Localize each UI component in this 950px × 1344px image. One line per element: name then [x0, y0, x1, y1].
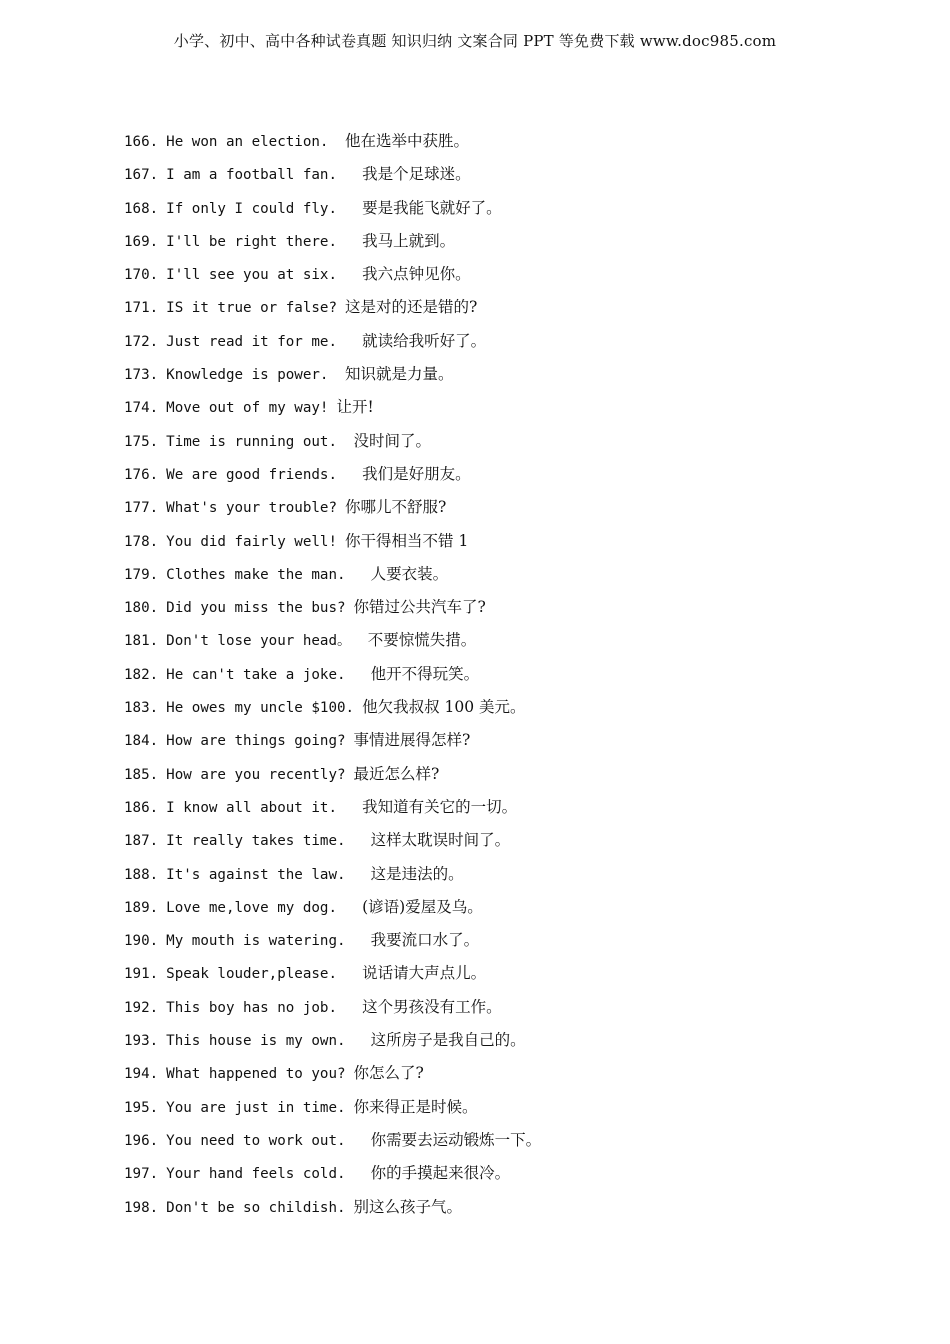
english-sentence: What's your trouble?: [166, 500, 338, 517]
sentence-row: [124, 530, 541, 563]
sentence-number: 195.: [124, 1099, 159, 1116]
english-sentence: It really takes time.: [166, 833, 363, 850]
sentence-row: [124, 962, 541, 995]
sentence-number: 198.: [124, 1199, 159, 1216]
english-sentence: We are good friends.: [166, 466, 355, 483]
sentence-row: [124, 629, 541, 662]
chinese-translation: 事情进展得怎样?: [353, 731, 471, 750]
sentence-row: [124, 1196, 541, 1229]
sentence-row: [124, 1062, 541, 1095]
sentence-row: [124, 1096, 541, 1129]
chinese-translation: 你错过公共汽车了?: [353, 598, 486, 617]
sentence-number: 179.: [124, 566, 159, 583]
sentence-number: 190.: [124, 933, 159, 950]
sentence-row: [124, 363, 541, 396]
english-sentence: I know all about it.: [166, 799, 355, 816]
chinese-translation: 要是我能飞就好了。: [362, 198, 502, 217]
chinese-translation: 这个男孩没有工作。: [362, 997, 502, 1016]
chinese-translation: 知识就是力量。: [345, 365, 454, 384]
chinese-translation: 没时间了。: [353, 431, 432, 450]
sentence-row: [124, 330, 541, 363]
chinese-translation: 他欠我叔叔 100 美元。: [362, 698, 526, 717]
english-sentence: Move out of my way!: [166, 400, 329, 417]
sentence-row: [124, 663, 541, 696]
english-sentence: Don't lose your head。: [166, 633, 360, 650]
chinese-translation: 就读给我听好了。: [362, 331, 487, 350]
sentence-number: 188.: [124, 866, 159, 883]
chinese-translation: 我是个足球迷。: [362, 165, 471, 184]
sentence-number: 185.: [124, 766, 159, 783]
english-sentence: You are just in time.: [166, 1099, 346, 1116]
english-sentence: I'll be right there.: [166, 233, 355, 250]
sentence-row: [124, 1162, 541, 1195]
sentence-row: [124, 130, 541, 163]
chinese-translation: 我马上就到。: [362, 231, 456, 250]
english-sentence: I am a football fan.: [166, 167, 355, 184]
english-sentence: You did fairly well!: [166, 533, 338, 550]
english-sentence: You need to work out.: [166, 1132, 363, 1149]
sentence-number: 181.: [124, 633, 159, 650]
english-sentence: Time is running out.: [166, 433, 346, 450]
sentence-row: [124, 563, 541, 596]
sentence-row: [124, 296, 541, 329]
english-sentence: If only I could fly.: [166, 200, 355, 217]
sentence-number: 189.: [124, 899, 159, 916]
chinese-translation: 我知道有关它的一切。: [362, 797, 518, 816]
sentence-number: 176.: [124, 466, 159, 483]
sentence-row: [124, 496, 541, 529]
sentence-number: 192.: [124, 999, 159, 1016]
sentence-row: [124, 197, 541, 230]
sentence-number: 193.: [124, 1033, 159, 1050]
sentence-row: [124, 263, 541, 296]
sentence-number: 172.: [124, 333, 159, 350]
chinese-translation: 他在选举中获胜。: [345, 132, 470, 150]
sentence-row: [124, 463, 541, 496]
sentence-row: [124, 863, 541, 896]
chinese-translation: 不要惊慌失措。: [367, 631, 477, 650]
sentence-number: 196.: [124, 1132, 159, 1149]
sentence-number: 177.: [124, 500, 159, 517]
sentence-row: [124, 230, 541, 263]
sentence-row: [124, 430, 541, 463]
english-sentence: Knowledge is power.: [166, 367, 338, 384]
english-sentence: Love me,love my dog.: [166, 899, 355, 916]
english-sentence: I'll see you at six.: [166, 267, 355, 284]
sentence-row: [124, 729, 541, 762]
page-header: 小学、初中、高中各种试卷真题 知识归纳 文案合同 PPT 等免费下载 www.doc985.com: [173, 32, 777, 50]
english-sentence: What happened to you?: [166, 1066, 346, 1083]
sentence-row: [124, 796, 541, 829]
chinese-translation: 你干得相当不错 1: [345, 531, 469, 550]
chinese-translation: (谚语)爱屋及乌。: [362, 897, 483, 916]
english-sentence: IS it true or false?: [166, 300, 338, 317]
sentence-number: 170.: [124, 267, 159, 284]
english-sentence: How are you recently?: [166, 766, 346, 783]
english-sentence: How are things going?: [166, 733, 346, 750]
english-sentence: It's against the law.: [166, 866, 363, 883]
sentence-row: [124, 163, 541, 196]
sentence-number: 175.: [124, 433, 159, 450]
english-sentence: He owes my uncle $100.: [166, 700, 355, 717]
sentence-number: 178.: [124, 533, 159, 550]
sentence-number: 182.: [124, 666, 159, 683]
chinese-translation: 最近怎么样?: [353, 764, 440, 783]
english-sentence: Just read it for me.: [166, 333, 355, 350]
chinese-translation: 这是违法的。: [370, 864, 464, 883]
sentence-row: [124, 829, 541, 862]
sentence-number: 171.: [124, 300, 159, 317]
chinese-translation: 你的手摸起来很冷。: [370, 1164, 511, 1183]
english-sentence: Speak louder,please.: [166, 966, 355, 983]
english-sentence: Did you miss the bus?: [166, 600, 346, 617]
sentence-number: 173.: [124, 367, 159, 384]
sentence-number: 184.: [124, 733, 159, 750]
chinese-translation: 你需要去运动锻炼一下。: [370, 1130, 542, 1149]
sentence-row: [124, 763, 541, 796]
chinese-translation: 别这么孩子气。: [353, 1197, 463, 1216]
sentence-row: [124, 929, 541, 962]
sentence-number: 183.: [124, 700, 159, 717]
sentence-number: 197.: [124, 1166, 159, 1183]
chinese-translation: 我要流口水了。: [370, 931, 480, 950]
sentence-number: 187.: [124, 833, 159, 850]
sentence-number: 168.: [124, 200, 159, 217]
chinese-translation: 人要衣装。: [370, 564, 449, 583]
sentence-number: 174.: [124, 400, 159, 417]
sentence-number: 194.: [124, 1066, 159, 1083]
sentence-row: [124, 1029, 541, 1062]
sentence-row: [124, 696, 541, 729]
english-sentence: Clothes make the man.: [166, 566, 363, 583]
sentence-number: 186.: [124, 799, 159, 816]
english-sentence: Don't be so childish.: [166, 1199, 346, 1216]
chinese-translation: 他开不得玩笑。: [370, 664, 480, 683]
english-sentence: My mouth is watering.: [166, 933, 363, 950]
sentence-number: 169.: [124, 233, 159, 250]
chinese-translation: 你哪儿不舒服?: [345, 498, 447, 517]
chinese-translation: 我六点钟见你。: [362, 265, 471, 284]
chinese-translation: 说话请大声点儿。: [362, 964, 487, 983]
english-sentence: He can't take a joke.: [166, 666, 363, 683]
english-sentence: He won an election.: [166, 134, 338, 150]
chinese-translation: 这是对的还是错的?: [345, 298, 478, 317]
sentence-number: 191.: [124, 966, 159, 983]
sentence-number: 180.: [124, 600, 159, 617]
sentence-list: [124, 130, 541, 1229]
sentence-row: [124, 596, 541, 629]
sentence-number: 166.: [124, 134, 159, 150]
chinese-translation: 让开!: [336, 398, 374, 417]
chinese-translation: 我们是好朋友。: [362, 464, 471, 483]
chinese-translation: 这样太耽误时间了。: [370, 831, 511, 850]
sentence-row: [124, 396, 541, 429]
english-sentence: This house is my own.: [166, 1033, 363, 1050]
english-sentence: This boy has no job.: [166, 999, 355, 1016]
chinese-translation: 你来得正是时候。: [353, 1097, 478, 1116]
english-sentence: Your hand feels cold.: [166, 1166, 363, 1183]
chinese-translation: 你怎么了?: [353, 1064, 424, 1083]
chinese-translation: 这所房子是我自己的。: [370, 1031, 526, 1050]
sentence-number: 167.: [124, 167, 159, 184]
sentence-row: [124, 896, 541, 929]
sentence-row: [124, 996, 541, 1029]
sentence-row: [124, 1129, 541, 1162]
